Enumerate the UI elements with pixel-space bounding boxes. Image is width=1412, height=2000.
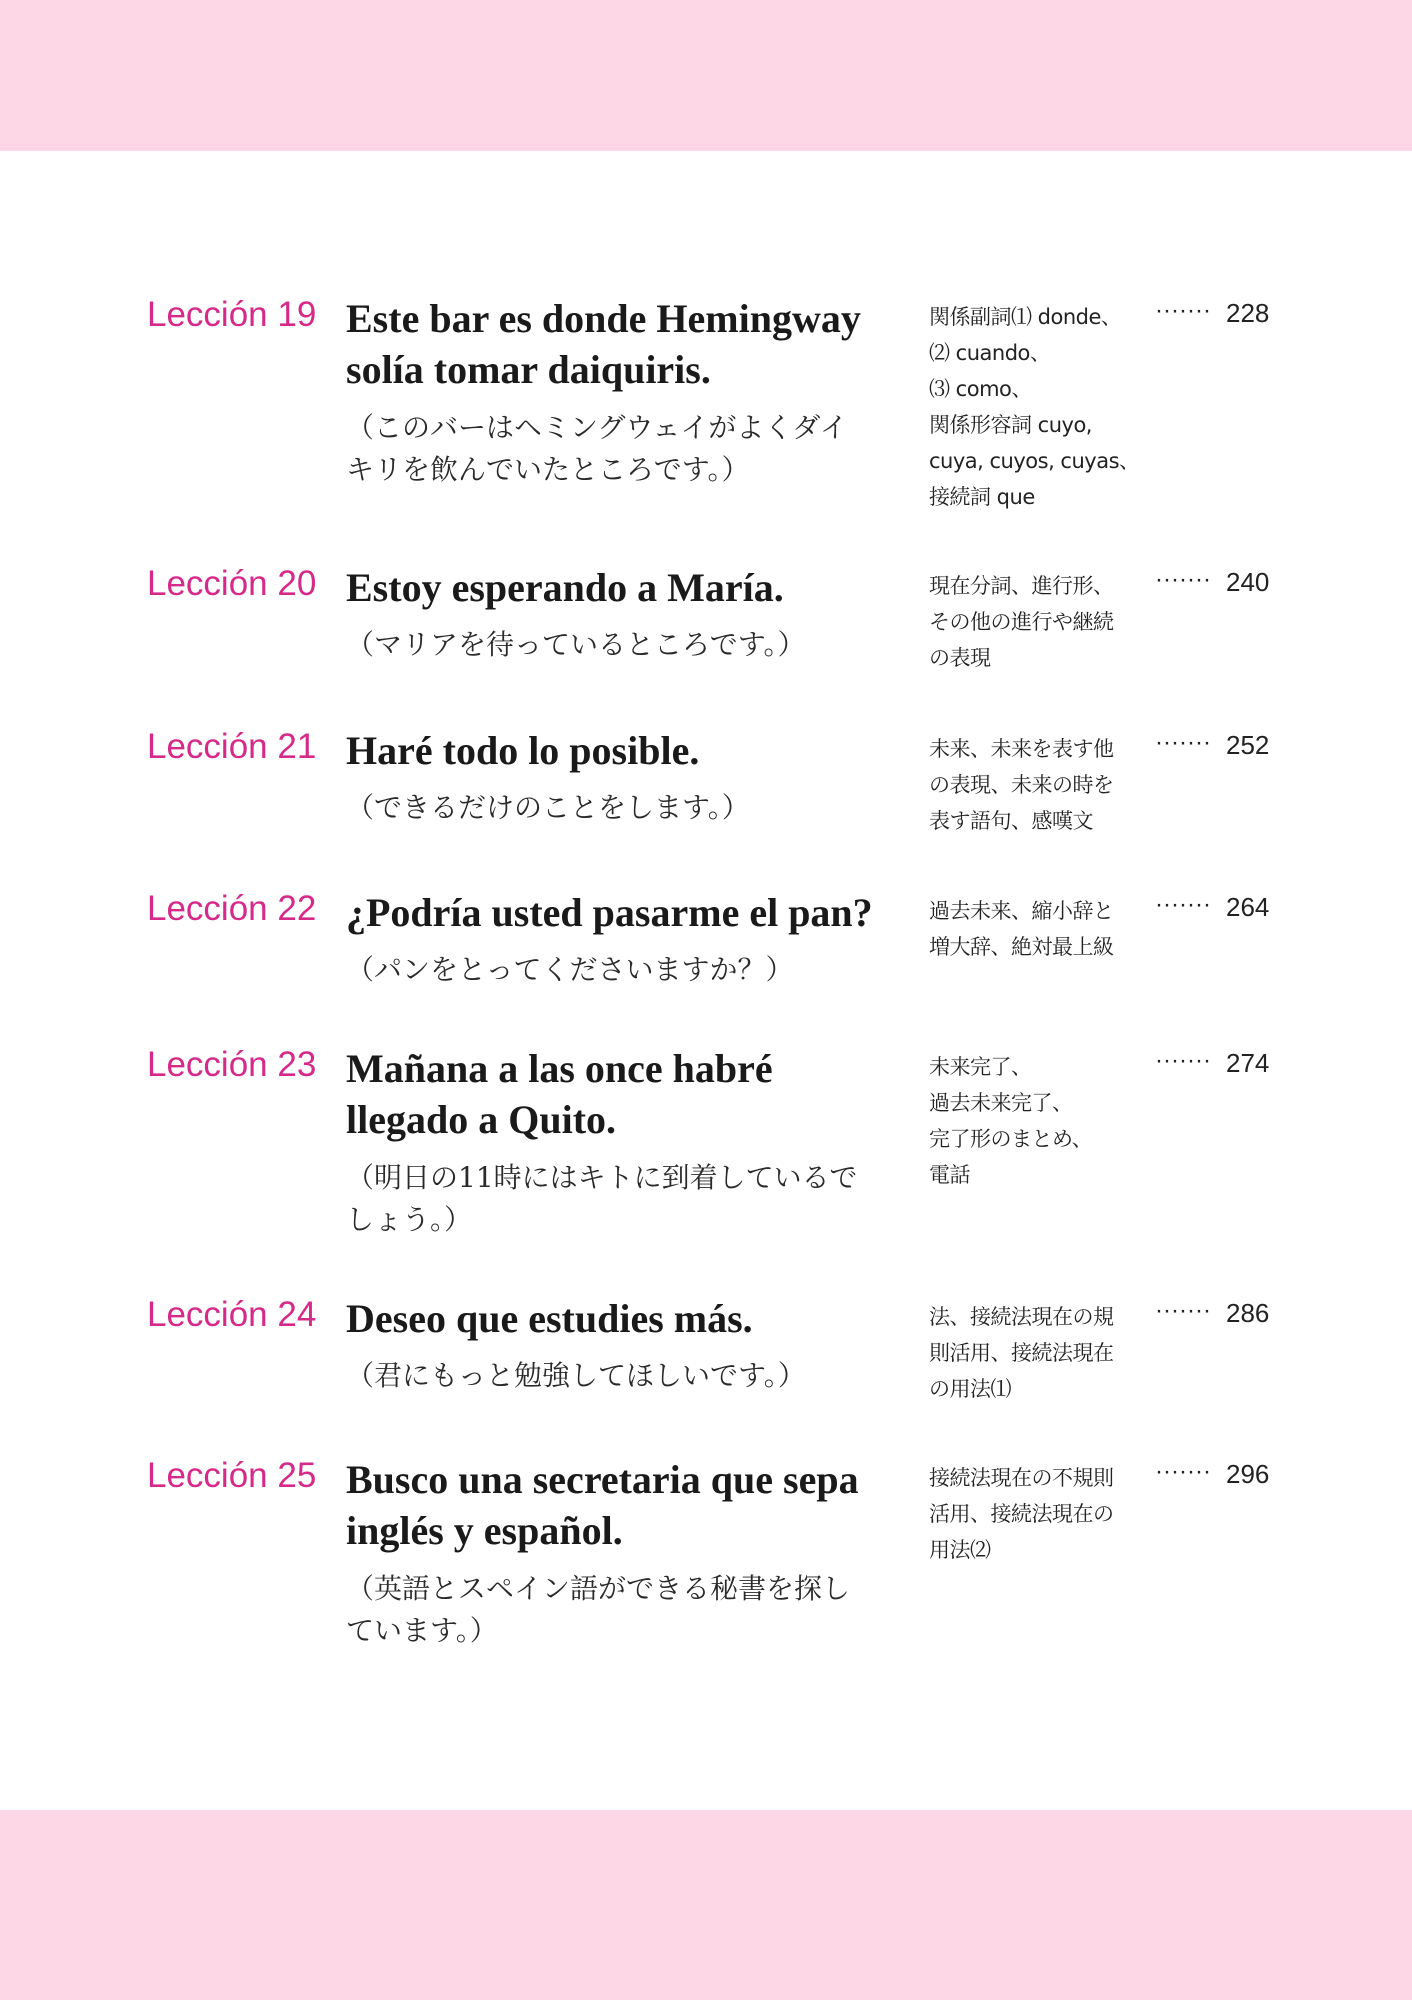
spanish-title: Estoy esperando a María. xyxy=(346,565,784,610)
grammar-topics: 接続法現在の不規則 活用、接続法現在の 用法⑵ xyxy=(929,1466,1114,1562)
japanese-translation: （このバーはヘミングウェイがよくダイ キリを飲んでいたところです。） xyxy=(346,411,848,486)
japanese-translation: （君にもっと勉強してほしいです。） xyxy=(346,1359,806,1392)
japanese-translation: （マリアを待っているところです。） xyxy=(346,628,806,661)
spanish-title: Deseo que estudies más. xyxy=(346,1296,753,1341)
lesson-label: Lección 23 xyxy=(147,1045,317,1084)
page-number: 240 xyxy=(1226,567,1270,597)
spanish-title: Busco una secretaria que sepa inglés y español. xyxy=(346,1457,859,1553)
top-pink-band xyxy=(0,0,1412,151)
dot-leader: ······· xyxy=(1155,1458,1211,1485)
japanese-translation: （パンをとってくださいますか？） xyxy=(346,953,794,986)
japanese-translation: （できるだけのことをします。） xyxy=(346,791,750,824)
page-number: 252 xyxy=(1226,730,1270,760)
grammar-topics: 未来、未来を表す他 の表現、未来の時を 表す語句、感嘆文 xyxy=(929,737,1114,833)
spanish-title: Mañana a las once habré llegado a Quito. xyxy=(346,1046,773,1142)
lesson-label: Lección 20 xyxy=(147,564,317,603)
page-number: 286 xyxy=(1226,1298,1270,1328)
dot-leader: ······· xyxy=(1155,566,1211,593)
japanese-translation: （明日の11時にはキトに到着しているで しょう。） xyxy=(346,1161,858,1236)
lesson-label: Lección 25 xyxy=(147,1456,317,1495)
dot-leader: ······· xyxy=(1155,1297,1211,1324)
page-number: 264 xyxy=(1226,892,1270,922)
dot-leader: ······· xyxy=(1155,297,1211,324)
lesson-label: Lección 22 xyxy=(147,889,317,928)
lesson-label: Lección 19 xyxy=(147,295,317,334)
grammar-topics: 現在分詞、進行形、 その他の進行や継続 の表現 xyxy=(929,574,1114,670)
dot-leader: ······· xyxy=(1155,891,1211,918)
dot-leader: ······· xyxy=(1155,729,1211,756)
lesson-label: Lección 21 xyxy=(147,727,317,766)
spanish-title: Este bar es donde Hemingway solía tomar daiquiris. xyxy=(346,296,861,392)
grammar-topics: 関係副詞⑴ donde、 ⑵ cuando、 ⑶ como、 関係形容詞 cuyo, cuya, cuyos, cuyas、 接続詞 que xyxy=(929,305,1140,509)
page-number: 274 xyxy=(1226,1048,1270,1078)
spanish-title: Haré todo lo posible. xyxy=(346,728,700,773)
grammar-topics: 法、接続法現在の規 則活用、接続法現在 の用法⑴ xyxy=(929,1305,1114,1401)
page-number: 228 xyxy=(1226,298,1270,328)
lesson-label: Lección 24 xyxy=(147,1295,317,1334)
grammar-topics: 未来完了、 過去未来完了、 完了形のまとめ、 電話 xyxy=(929,1055,1093,1187)
page-number: 296 xyxy=(1226,1459,1270,1489)
bottom-pink-band xyxy=(0,1810,1412,2000)
japanese-translation: （英語とスペイン語ができる秘書を探し ています。） xyxy=(346,1572,851,1647)
spanish-title: ¿Podría usted pasarme el pan? xyxy=(346,890,873,935)
grammar-topics: 過去未来、縮小辞と 増大辞、絶対最上級 xyxy=(929,899,1114,959)
dot-leader: ······· xyxy=(1155,1047,1211,1074)
